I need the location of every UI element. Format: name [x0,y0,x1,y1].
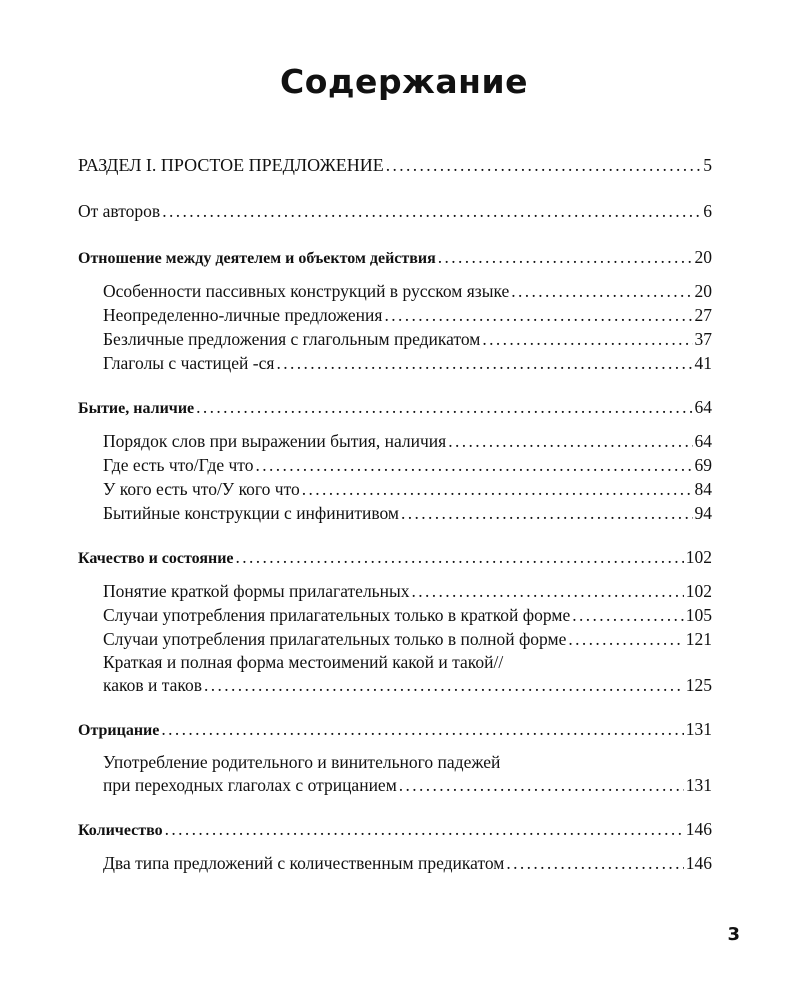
toc-entry-page: 5 [703,155,712,175]
toc-section-page: 131 [685,719,712,739]
toc-section-entry [78,545,712,571]
toc-subentry-first-line: Краткая и полная форма местоимений какой и такой// [103,652,504,672]
toc-subentry-label: при переходных глаголах с отрицанием [103,775,397,795]
toc-subentry [78,351,712,375]
toc-section-entry [78,817,712,843]
toc-subentry-page: 131 [685,775,712,795]
dot-leader [161,717,683,741]
toc-entry-page: 6 [703,201,712,221]
dot-leader [448,429,692,453]
toc-subentry [78,327,712,351]
toc-subentry-label: Бытийные конструкции с инфинитивом [103,503,400,523]
dot-leader [568,627,683,651]
toc-subentry [78,627,712,651]
toc-subentry [78,673,712,697]
toc-subentry-first-line: Употребление родительного и винительного падежей [103,752,501,772]
dot-leader [386,153,701,177]
dot-leader [438,245,693,269]
toc-subentry [78,603,712,627]
dot-leader [506,851,683,875]
toc-section-label: Качество и состояние [78,550,234,567]
toc-section-page: 146 [685,819,712,839]
toc-subentry-page: 105 [685,605,712,625]
toc-subentry-page: 27 [694,305,712,325]
toc-subentry-label: Где есть что/Где что [103,455,254,475]
dot-leader [302,477,693,501]
toc-subentry-page: 146 [685,853,712,873]
dot-leader [412,579,684,603]
toc-section-label: Отношение между деятелем и объектом действия [78,250,436,267]
dot-leader [236,545,684,569]
dot-leader [511,279,692,303]
toc-section-label: Бытие, наличие [78,400,195,417]
toc-preface-entry [78,199,712,223]
toc-subentry-label: Глаголы с частицей -ся [103,353,275,373]
toc-section-entry [78,245,712,271]
toc-subentry [78,851,712,875]
dot-leader [196,395,692,419]
toc-subentry-label: Особенности пассивных конструкций в русском языке [103,281,510,301]
dot-leader [276,351,692,375]
toc-subentry-label: Случаи употребления прилагательных только в краткой форме [103,605,571,625]
toc-subentry-page: 102 [685,581,712,601]
toc-subentry-label: Неопределенно-личные предложения [103,305,383,325]
toc-section-entry [78,395,712,421]
toc-section-page: 102 [685,547,712,567]
toc-entry-label: От авторов [78,201,161,221]
toc-subentry-page: 69 [694,455,712,475]
toc-section-label: Количество [78,822,163,839]
toc-section-label: Отрицание [78,722,160,739]
toc-subentry [78,453,712,477]
toc-subentry-label: Порядок слов при выражении бытия, наличия [103,431,447,451]
toc-subentry-page: 20 [694,281,712,301]
toc-subentry [78,303,712,327]
toc-subentry-page: 84 [694,479,712,499]
dot-leader [384,303,692,327]
page-title: Содержание [280,62,528,101]
toc-subentry [78,579,712,603]
dot-leader [482,327,692,351]
toc-subentry [78,429,712,453]
dot-leader [204,673,684,697]
toc-subentry-label: Случаи употребления прилагательных только в полной форме [103,629,567,649]
toc-subentry-page: 64 [694,431,712,451]
toc-subentry-page: 125 [685,675,712,695]
toc-subentry-label: У кого есть что/У кого что [103,479,300,499]
page-number: 3 [727,924,740,945]
toc-part-entry [78,153,712,177]
toc-subentry [78,501,712,525]
toc-section-page: 20 [694,247,712,267]
dot-leader [255,453,692,477]
toc-subentry-page: 41 [694,353,712,373]
toc-subentry-label: Безличные предложения с глагольным предикатом [103,329,481,349]
toc-subentry-page: 94 [694,503,712,523]
toc-section-page: 64 [694,397,712,417]
dot-leader [399,773,684,797]
table-of-contents [78,153,712,875]
toc-subentry-page: 121 [685,629,712,649]
toc-subentry-label: каков и таков [103,675,203,695]
toc-subentry [78,773,712,797]
toc-section-entry [78,717,712,743]
dot-leader [572,603,684,627]
toc-subentry [78,477,712,501]
toc-subentry-label: Понятие краткой формы прилагательных [103,581,410,601]
dot-leader [401,501,692,525]
toc-subentry [78,279,712,303]
dot-leader [162,199,701,223]
toc-subentry-label: Два типа предложений с количественным предикатом [103,853,505,873]
toc-entry-label: РАЗДЕЛ I. ПРОСТОЕ ПРЕДЛОЖЕНИЕ [78,155,384,175]
toc-subentry-page: 37 [694,329,712,349]
dot-leader [165,817,684,841]
